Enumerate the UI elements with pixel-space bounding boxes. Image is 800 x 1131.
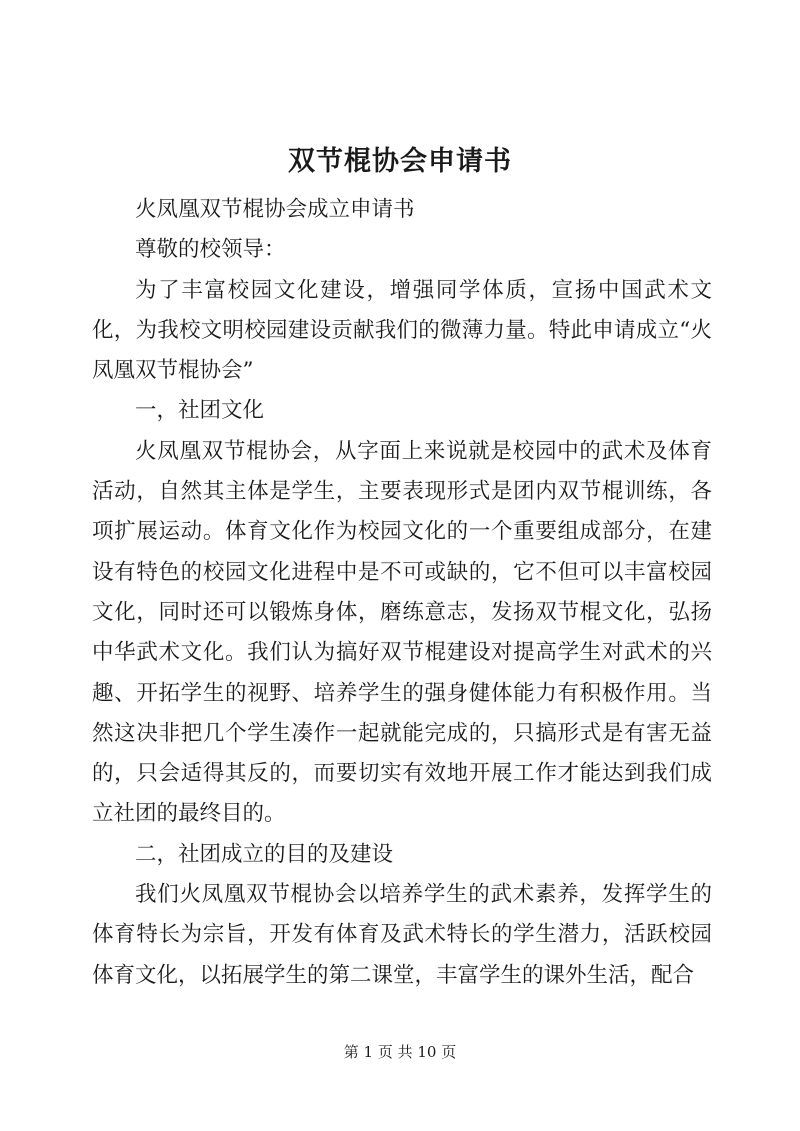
intro-paragraph: 为了丰富校园文化建设，增强同学体质，宣扬中国武术文化，为我校文明校园建设贡献我们的微薄力量。特此申请成立“火凤凰双节棍协会” [92, 277, 712, 384]
page-number-footer: 第 1 页 共 10 页 [343, 1043, 457, 1061]
purpose-paragraph: 我们火凤凰双节棍协会以培养学生的武术素养，发挥学生的体育特长为宗旨，开发有体育及武术特长的学生潜力，活跃校园体育文化，以拓展学生的第二课堂，丰富学生的课外生活，配合 [92, 882, 712, 988]
document-body [92, 190, 712, 996]
section-heading-club-culture: 一，社团文化 [135, 398, 265, 424]
club-culture-paragraph: 火凤凰双节棍协会，从字面上来说就是校园中的武术及体育活动，自然其主体是学生，主要表现形式是团内双节棍训练，各项扩展运动。体育文化作为校园文化的一个重要组成部分，在建设有特色的校园文化进程中是不可或缺的，它不但可以丰富校园文化，同时还可以锻炼身体，磨练意志，发扬双节棍文化，弘扬中华武术文化。我们认为搞好双节棍建设对提高学生对武术的兴趣、开拓学生的视野、培养学生的强身健体能力有积极作用。当然这决非把几个学生凑作一起就能完成的，只搞形式是有害无益的，只会适得其反的，而要切实有效地开展工作才能达到我们成立社团的最终目的。 [92, 438, 712, 827]
document-title: 双节棍协会申请书 [288, 146, 512, 177]
section-heading-purpose: 二，社团成立的目的及建设 [135, 841, 394, 867]
salutation-paragraph: 尊敬的校领导： [135, 237, 286, 263]
subtitle-paragraph: 火凤凰双节棍协会成立申请书 [135, 197, 415, 222]
